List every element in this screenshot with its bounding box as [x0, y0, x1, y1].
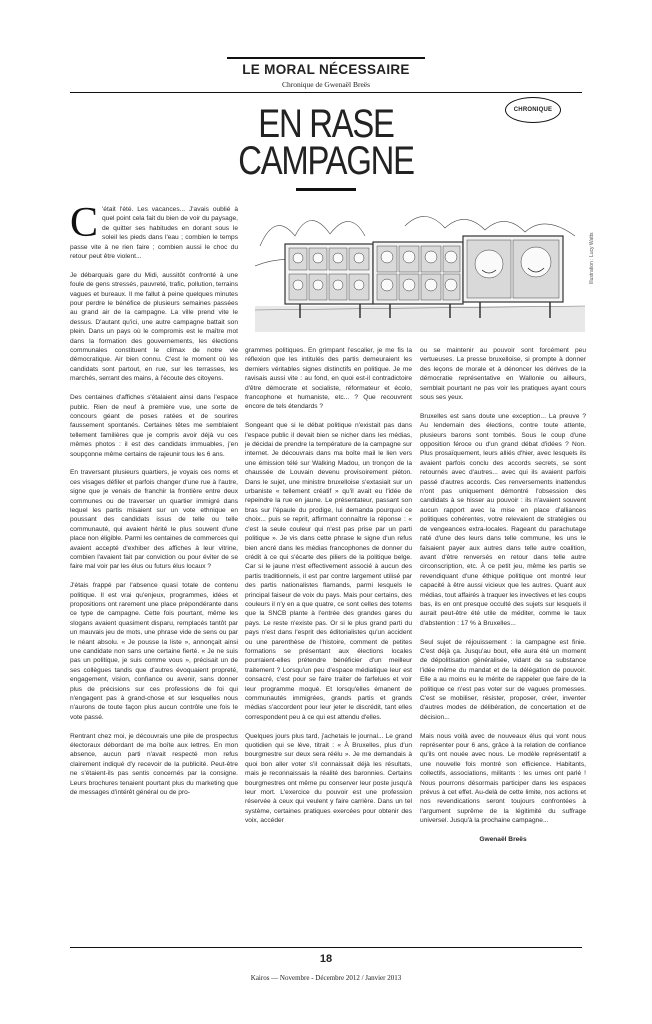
- page-number: 18: [319, 953, 333, 965]
- paragraph: En traversant plusieurs quartiers, je voyais ces noms et ces visages défiler et parfois changer d'une rue à l'autre, signe que je venais de franchir la frontière entre deux communes ou de traverser un quartier immigré dans lequel les partis misaient sur un vote ethnique en poussant des candidats issus de telle ou telle communauté, qui avaient hérité le plus souvent d'une place non éligible. Parmi les centaines de commerces qui avaient accepté d'exhiber des affiches à leur vitrine, combien l'avaient fait par conviction ou pour éviter de se faire mal voir par les élus ou futurs élus locaux ?: [70, 469, 238, 571]
- paragraph: Bruxelles est sans doute une exception... La preuve ? Au lendemain des élections, contre toute attente, plusieurs barons sont tombés. Sous le coup d'une opposition féroce ou d'un grand débat d'idées ? Non. Plus prosaïquement, leurs alliés d'hier, avec lesquels ils avaient parfois conclu des accords secrets, se sont retournés avec d'autres... avec qui ils avaient parfois passé d'autres accords. Ces renversements inattendus n'ont pas uniquement démontré l'obsession des candidats à se hisser au pouvoir : ils n'avaient souvent aucun rapport avec la mise en place d'alliances politiques cohérentes, votre relevaient de stratégies ou de vengeances extra-locales. Rageant du parachutage raté d'une des leurs dans telle commune, les uns le faisaient payer aux autres dans telle autre coalition, avant d'être renversés en retour dans telle autre circonscription, etc. À ce petit jeu, même les partis se revendiquant d'une éthique politique ont montré leur capacité à être aussi vicieux que les autres. Quant aux médias, tout affairés à traquer les invectives et les coups bas, ils en ont presque occulté des sujets sur lesquels il aurait peut-être été utile de méditer, comme le taux d'abstention : 17 % à Bruxelles...: [420, 412, 586, 627]
- paragraph: Quelques jours plus tard, j'achetais le journal... Le grand quotidien qui se lève, titrait : « À Bruxelles, plus d'un bourgmestre sur deux sera réélu ». Je me demandais à quoi bon aller voter s'il connaissait déjà les résultats, mais je reconnaissais la réalité des baronnies. Certains bourgmestres ont même pu conserver leur poste jusqu'à leur mort. L'exercice du pouvoir est une profession réservée à ceux qui veulent y faire carrière. Dans un tel système, certaines pratiques exercées pour obtenir des voix, accéder: [245, 732, 412, 825]
- header-rule-bottom: [70, 92, 582, 93]
- paragraph: grammes politiques. En grimpant l'escalier, je me fis la réflexion que les intitulés des partis demeuraient les derniers véritables signes distinctifs en politique. Je me ravisais aussi vite : au fond, en quoi est-il contradictoire d'être démocrate et socialiste, réformateur et écolo, francophone et humaniste, etc... ? Que recouvrent encore de tels étendards ?: [245, 347, 412, 411]
- article-column-1: [70, 200, 239, 807]
- paragraph: Des centaines d'affiches s'étalaient ainsi dans l'espace public. Rien de neuf à première vue, une sorte de concours géant de poses ratées et de sourires faussement spontanés. Certaines têtes me semblaient tellement familières que je compris avoir déjà vu ces mêmes photos : il est des candidats immuables, j'en soupçonne même certains de rajeunir tous les 6 ans.: [70, 394, 238, 458]
- headline-underline: [296, 188, 356, 191]
- author-signature: Gwenaël Breës: [479, 836, 527, 844]
- headline-line-2: CAMPAGNE: [238, 139, 414, 183]
- section-title: LE MORAL NÉCESSAIRE: [242, 62, 410, 77]
- footer-rule: [70, 947, 582, 948]
- drop-cap: C: [70, 200, 99, 246]
- paragraph: J'étais frappé par l'absence quasi totale de contenu politique. Il est vrai qu'enjeux, programmes, idées et propositions ont rarement une place prépondérante dans ce type de campagne. Cette fois pourtant, même les slogans avaient quasiment disparu, remplacés tantôt par un mauvais jeu de mots, une phrase vide de sens ou par le néant absolu. « Je pousse la liste », annonçait ainsi une candidate non sans une certaine fierté. « Je ne suis pas un politique, je suis comme vous », précisait un de ses collègues tandis que d'autres évoquaient propreté, engagement, vision, confiance ou avenir, sans donner plus de précisions sur ces professions de foi qui n'engagent pas à grand-chose et sur lesquelles nous n'aurons de toute façon plus aucun contrôle une fois le vote passé.: [70, 582, 238, 721]
- paragraph: Seul sujet de réjouissement : la campagne est finie. C'est déjà ça. Jusqu'au bout, elle aura été un moment de dépolitisation généralisée, vidant de sa substance l'idée même du mandat et de la délégation de pouvoir. Elle a au moins eu le mérite de rappeler que faire de la politique ce n'est pas voter sur de vagues promesses. C'est se mobiliser, résister, proposer, créer, inventer d'autres modes de délibération, de concertation et de décision...: [420, 638, 586, 721]
- paragraph: Je débarquais gare du Midi, aussitôt confronté à une foule de gens stressés, pauvreté, trafic, pollution, terrains vagues et bureaux. Il me fallut à peine quelques minutes pour perdre le bénéfice de plusieurs semaines passées au grand air de la campagne. La ville prend vite le dessus. D'autant qu'ici, une autre campagne battait son plein. Dans un pays où le compromis est le maître mot dans la formation des gouvernements, les élections communales constituent le climax de notre vie démocratique. Air bien connu. C'est le moment où les candidats sont partout, en rue, sur les terrasses, les marchés, serrant des mains, à l'écoute des citoyens.: [70, 271, 238, 383]
- headline: [198, 102, 454, 183]
- paragraph: Songeant que si le débat politique n'existait pas dans l'espace public il devait bien se nicher dans les médias, je décidai de prendre la température de la campagne sur internet. Je découvrais dans ma boîte mail le lien vers une émission télé sur Walking Madou, un tronçon de la chaussée de Louvain devenu provisoirement piéton. Dans le sujet, une ministre bruxelloise s'extasiait sur un urbaniste « tellement créatif » qu'il avait eu l'idée de repeindre la rue en jaune. Le présentateur, passant son bras sur l'épaule du prodige, lui demanda pourquoi ce choix... puis se reprit, affirmant connaître la réponse : « c'est la seule couleur qui n'est pas prise par un parti politique ». Je vis dans cette phrase le signe d'un refus bien ancré dans les médias francophones de donner du crédit à ce qui s'écarte des piliers de la politique belge. Car si le jaune n'est effectivement associé à aucun des partis traditionnels, il est par contre largement utilisé par des partis nationalistes flamands, parmi lesquels le principal faiseur de voix du pays. Mais pour certains, des couleurs il n'y en a que quatre, ce sont celles des totems que la SNCB plante à l'entrée des grandes gares du pays. Le reste n'existe pas. Or si le plus grand parti du pays n'est dans l'esprit des éditorialistes qu'un accident ou une parenthèse de l'histoire, comment de petites formations se présentant aux élections locales pourraient-elles prétendre bénéficier d'un meilleur traitement ? Lorsqu'un peu d'espace médiatique leur est consacré, c'est pour se faire traiter de farfelues et voir leur programme moqué. Et lorsqu'elles émanent de communautés immigrées, grands partis et grands médias s'accordent pour leur jeter le discrédit, tant elles correspondent peu à ce qui est attendu d'elles.: [245, 422, 412, 721]
- campaign-billboards-illustration: [255, 206, 585, 332]
- intro-paragraph: C 'était l'été. Les vacances... J'avais oublié à quel point cela fait du bien de voir du paysage, de quitter ses habitudes en dorant sous le soleil les pieds dans l'eau ; combien le temps passe vite à ne rien faire ; combien aussi le choc du retour peut être violent...: [70, 200, 239, 261]
- chronique-badge: CHRONIQUE: [505, 97, 561, 123]
- illustration-credit: Illustration : Lucy Watts: [589, 232, 595, 284]
- issue-info: Kairos — Novembre - Décembre 2012 / Janvier 2013: [250, 974, 402, 982]
- article-column-3: [420, 346, 586, 844]
- headline-line-1: EN RASE: [258, 102, 394, 146]
- paragraph: Mais nous voilà avec de nouveaux élus qui vont nous représenter pour 6 ans, grâce à la relation de confiance qu'ils ont nouée avec nous. Le modèle représentatif a une nouvelle fois montré son efficience. Habitants, collectifs, associations, militants : les urnes ont parlé ! Nous pourrons désormais participer dans les espaces prévus à cet effet. Au-delà de cette limite, nos actions et nos revendications seront toujours confrontées à l'argument suprême de la légitimité du suffrage universel. Jusqu'à la prochaine campagne...: [420, 732, 586, 825]
- section-subtitle: Chronique de Gwenaël Breës: [281, 80, 371, 89]
- paragraph: ou se maintenir au pouvoir sont forcément peu vertueuses. La presse bruxelloise, si prompte à donner des leçons de morale et à dénoncer les dérives de la démocratie représentative en Wallonie ou ailleurs, semblait pourtant ne pas voir les pratiques ayant cours sous ses yeux.: [420, 347, 586, 402]
- header-rule-top: [227, 57, 425, 59]
- article-column-2: [245, 346, 412, 835]
- paragraph: Rentrant chez moi, je découvrais une pile de prospectus électoraux débordant de ma boîte aux lettres. En mon absence, aucun parti n'avait respecté mon refus clairement indiqué d'y recevoir de la publicité. Peut-être ne s'étaient-ils pas sentis concernés par la consigne. Leurs brochures tenaient pourtant plus du marketing que de messages d'intérêt général ou de pro-: [70, 732, 238, 797]
